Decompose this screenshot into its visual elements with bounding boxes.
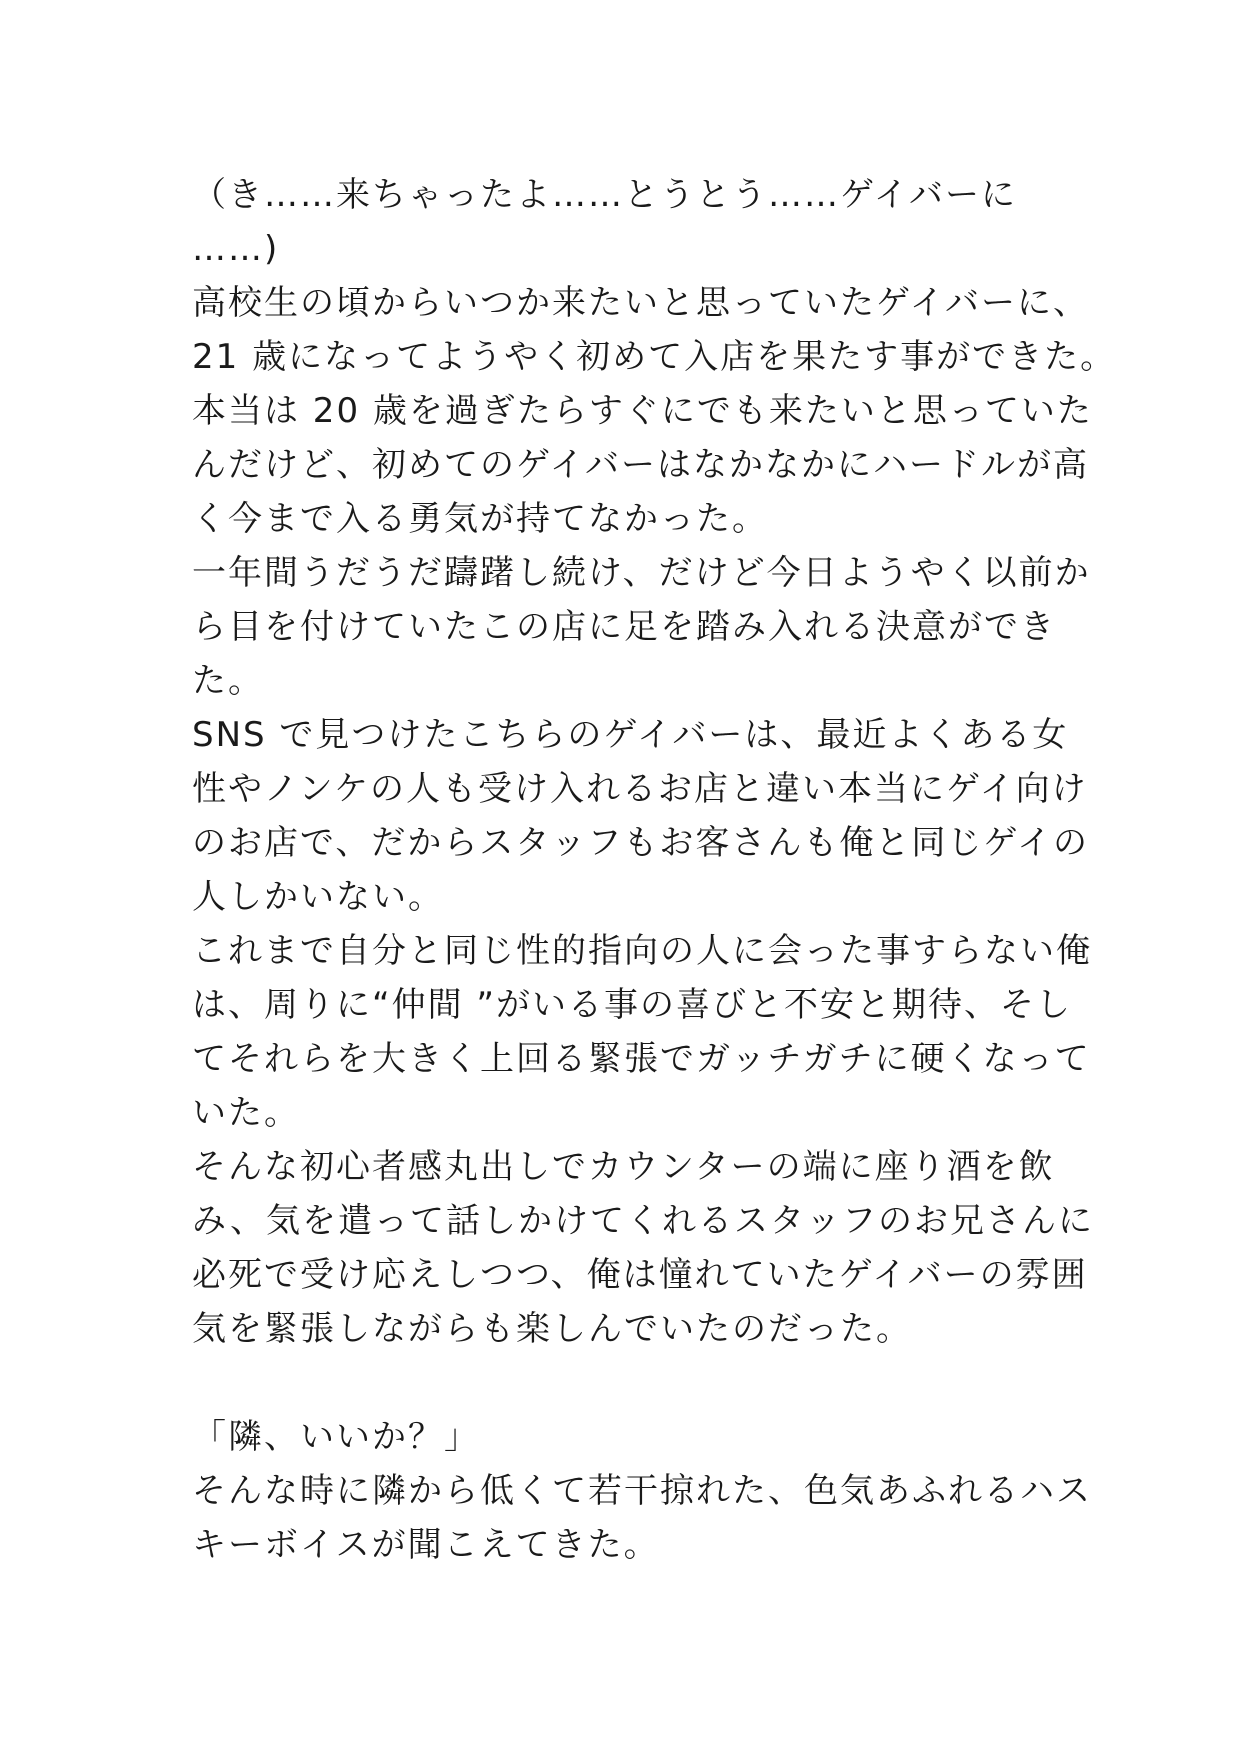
text-line: 本当は 20 歳を過ぎたらすぐにでも来たいと思っていた <box>192 391 1093 431</box>
text-line: これまで自分と同じ性的指向の人に会った事すらない俺 <box>192 931 1092 971</box>
dialogue-line: 「隣、いいか？」 <box>192 1417 480 1457</box>
text-line: く今まで入る勇気が持てなかった。 <box>192 499 768 539</box>
text-line: た。 <box>192 661 264 701</box>
text-line: 性やノンケの人も受け入れるお店と違い本当にゲイ向け <box>192 769 1088 809</box>
text-line: 気を緊張しながらも楽しんでいたのだった。 <box>192 1309 912 1349</box>
text-line: 21 歳になってようやく初めて入店を果たす事ができた。 <box>192 337 1117 377</box>
text-line: キーボイスが聞こえてきた。 <box>192 1525 660 1565</box>
text-line: は、周りに“仲間 ”がいる事の喜びと不安と期待、そし <box>192 985 1073 1025</box>
text-line: （き……来ちゃったよ……とうとう……ゲイバーに <box>192 175 1017 215</box>
text-line: 一年間うだうだ躊躇し続け、だけど今日ようやく以前か <box>192 553 1091 593</box>
text-line: てそれらを大きく上回る緊張でガッチガチに硬くなって <box>192 1039 1091 1079</box>
text-line: 必死で受け応えしつつ、俺は憧れていたゲイバーの雰囲 <box>192 1255 1088 1295</box>
text-line: ら目を付けていたこの店に足を踏み入れる決意ができ <box>192 607 1056 647</box>
novel-text <box>192 168 1117 1572</box>
text-line: そんな時に隣から低くて若干掠れた、色気あふれるハス <box>192 1471 1092 1511</box>
text-line: 高校生の頃からいつか来たいと思っていたゲイバーに、 <box>192 283 1089 323</box>
text-line: そんな初心者感丸出しでカウンターの端に座り酒を飲 <box>192 1147 1055 1187</box>
blank-line <box>192 1356 1062 1410</box>
text-line: 人しかいない。 <box>192 877 444 917</box>
text-line: SNS で見つけたこちらのゲイバーは、最近よくある女 <box>192 715 1069 755</box>
text-line: のお店で、だからスタッフもお客さんも俺と同じゲイの <box>192 823 1089 863</box>
text-line: いた。 <box>192 1093 300 1133</box>
text-line: ……) <box>192 229 280 269</box>
text-line: み、気を遣って話しかけてくれるスタッフのお兄さんに <box>192 1201 1095 1241</box>
text-line: んだけど、初めてのゲイバーはなかなかにハードルが高 <box>192 445 1089 485</box>
